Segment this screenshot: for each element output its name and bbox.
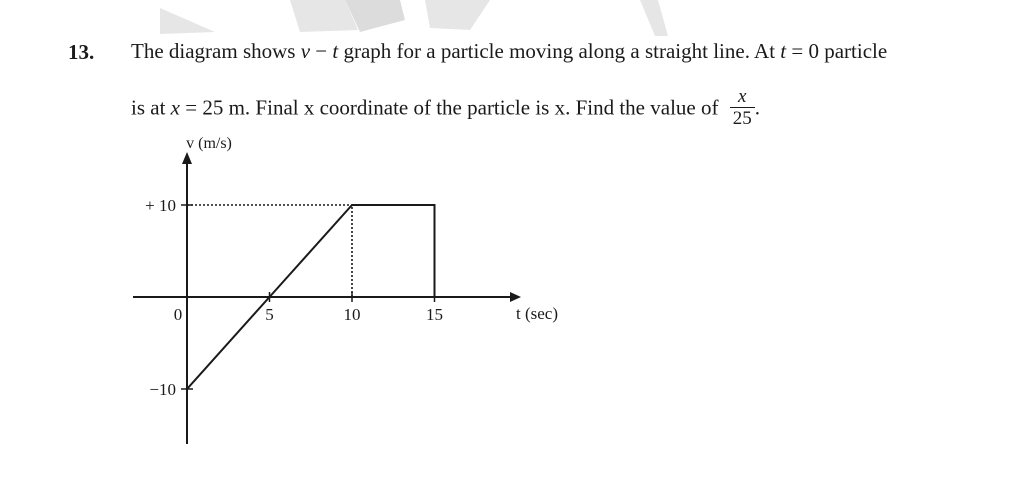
time-symbol: t <box>780 39 787 63</box>
y-tick-label: −10 <box>149 380 176 399</box>
text-segment: − <box>310 39 333 63</box>
origin-label: 0 <box>173 305 183 324</box>
text-segment: The diagram shows <box>131 39 301 63</box>
text-segment: = 25 m. Final x coordinate of the particle is x. Find the value of <box>180 95 724 120</box>
y-axis-arrow <box>182 152 192 164</box>
fraction-numerator: x <box>738 86 747 107</box>
velocity-symbol: v <box>300 39 311 63</box>
text-segment: . <box>754 95 760 120</box>
x-axis-label: t (sec) <box>515 304 559 323</box>
text-segment: graph for a particle moving along a straight line. At <box>338 39 781 63</box>
x-axis-arrow <box>510 292 521 302</box>
y-axis-label: v (m/s) <box>186 135 232 152</box>
x-tick-label: 5 <box>265 305 274 324</box>
position-symbol: x <box>170 95 180 120</box>
text-segment: = 0 particle <box>786 39 888 63</box>
x-tick-label: 15 <box>426 305 443 324</box>
question-number: 13. <box>68 40 95 64</box>
time-symbol: t <box>332 39 339 63</box>
text-segment: is at <box>131 95 171 120</box>
x-tick-label: 10 <box>343 305 361 324</box>
fraction-denominator: 25 <box>730 107 755 129</box>
y-tick-label: + 10 <box>145 196 176 215</box>
